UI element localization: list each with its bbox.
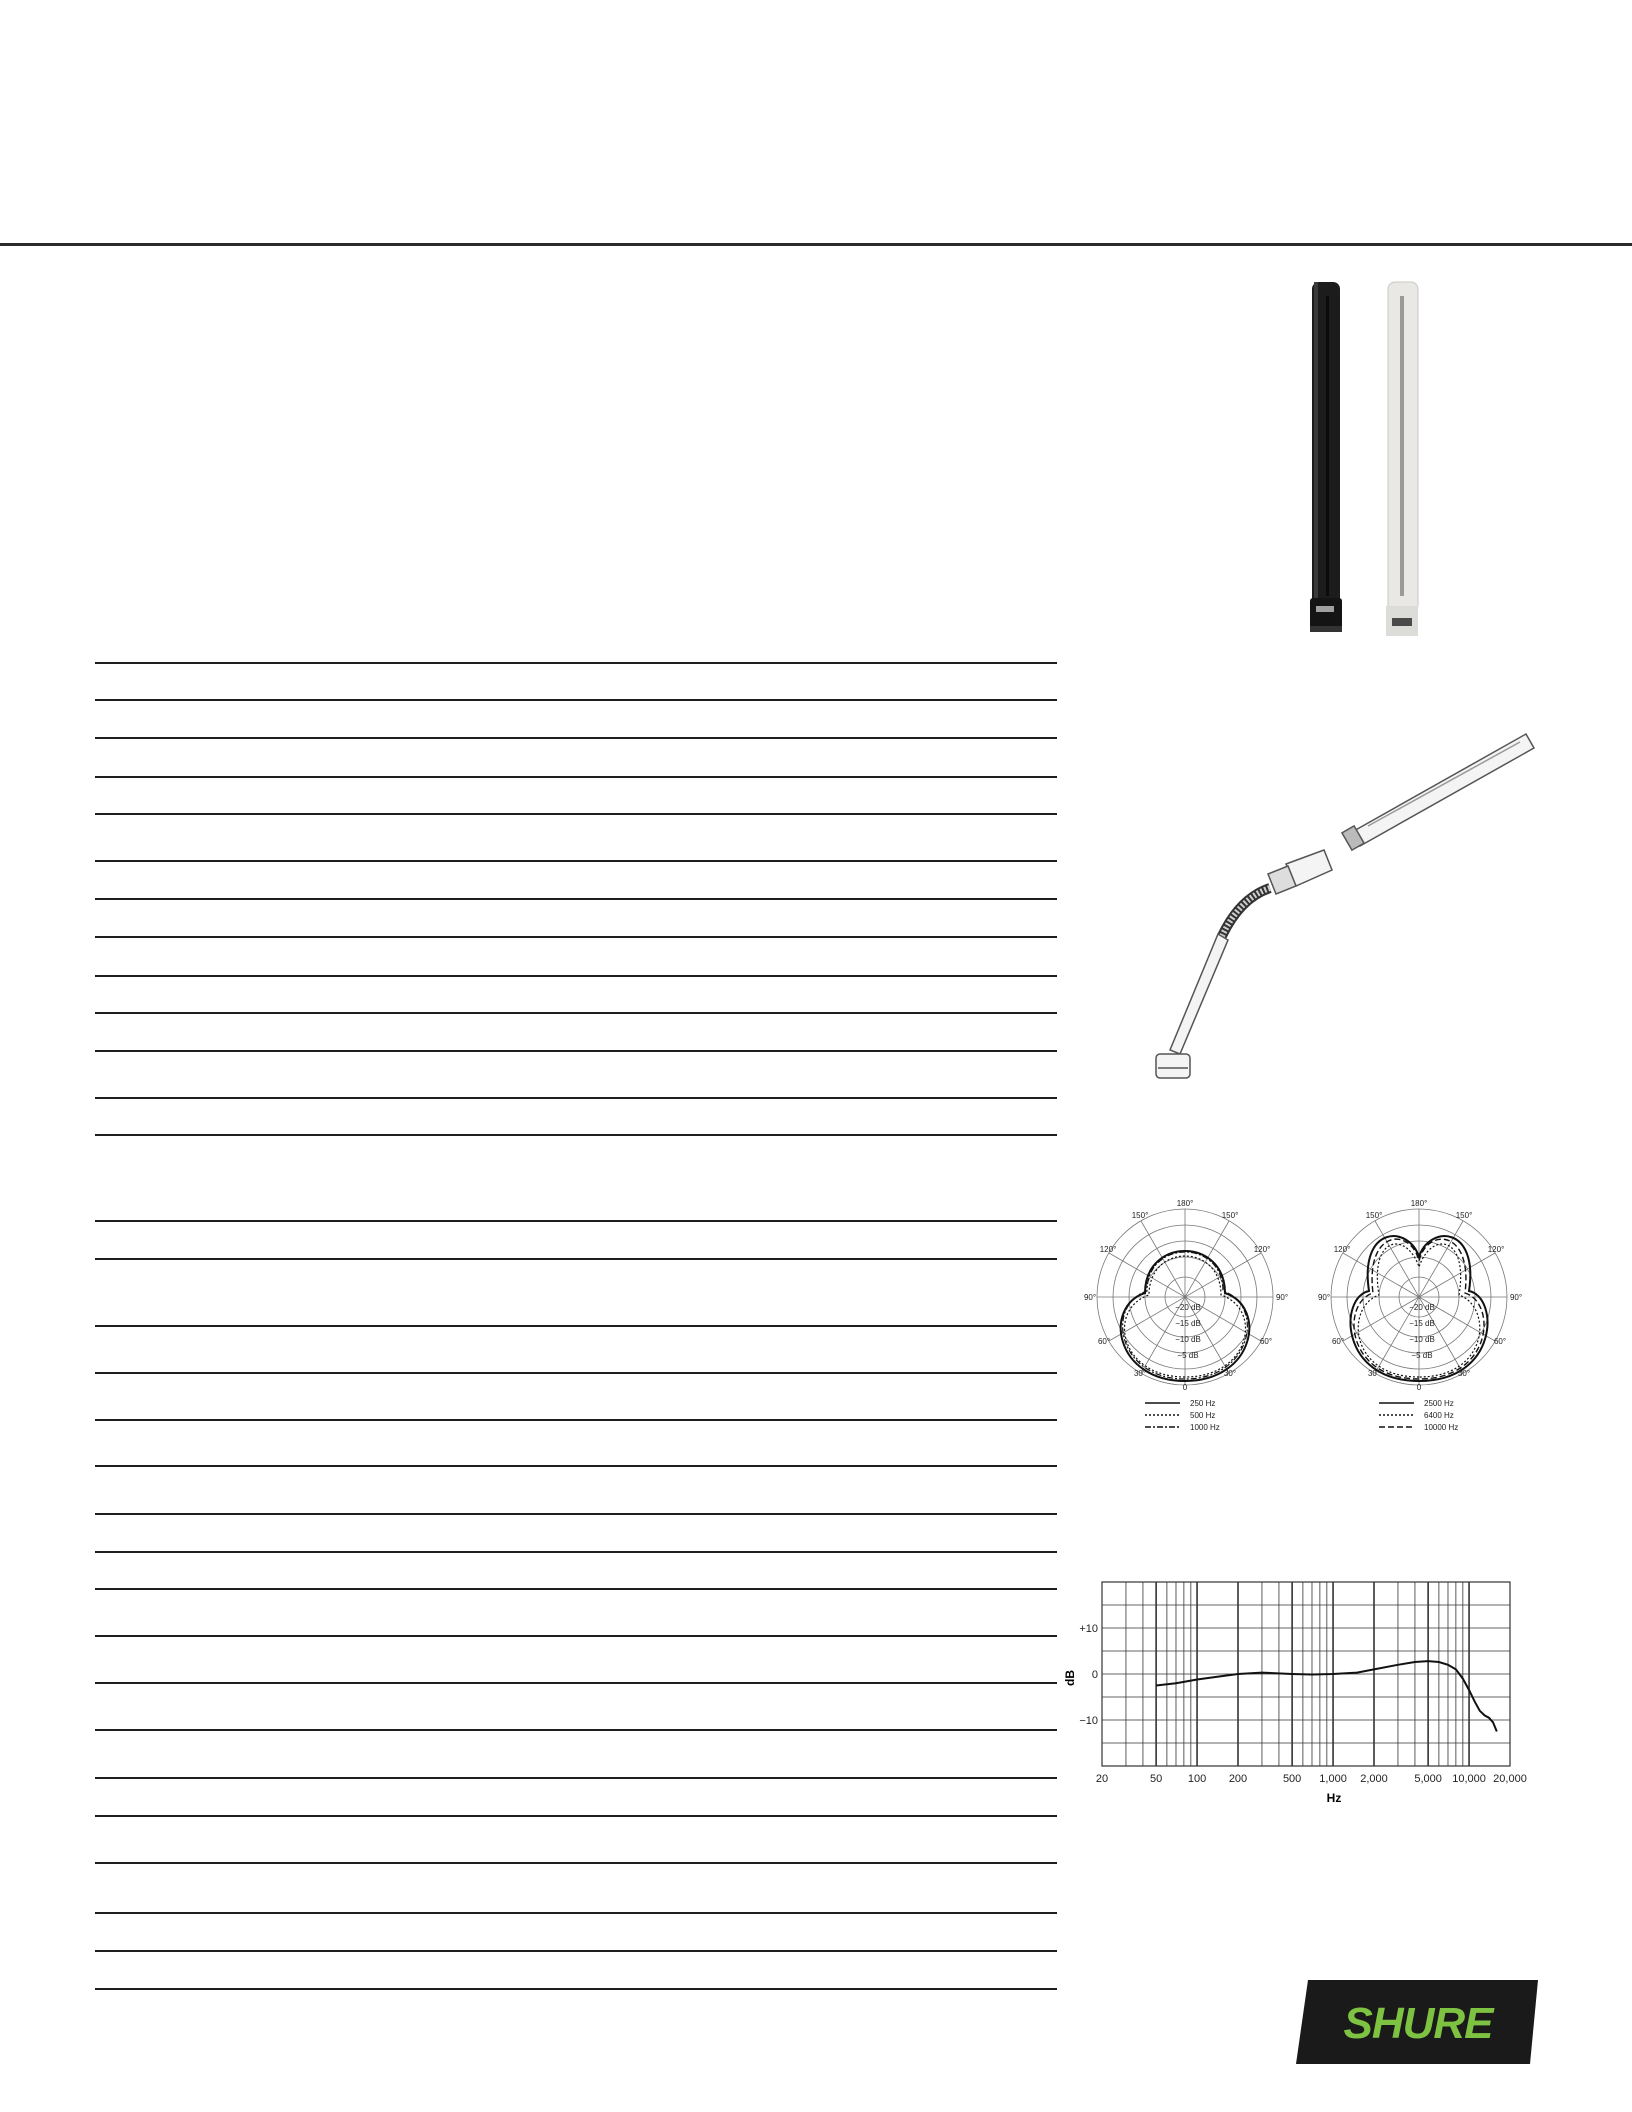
product-photo bbox=[1296, 276, 1426, 642]
table-row-divider bbox=[95, 1134, 1057, 1136]
frequency-response-chart bbox=[1052, 1568, 1552, 1808]
polar1-legend-2: 500 Hz bbox=[1190, 1411, 1216, 1420]
table-row-divider bbox=[95, 1465, 1057, 1467]
polar2-ring-10: −10 dB bbox=[1409, 1335, 1435, 1344]
polar1-angle-30l: 30° bbox=[1133, 1369, 1147, 1378]
polar2-angle-150l: 150° bbox=[1365, 1211, 1383, 1220]
table-row-divider bbox=[95, 975, 1057, 977]
polar1-ring-20: −20 dB bbox=[1175, 1303, 1201, 1312]
polar1-ring-5: −5 dB bbox=[1177, 1351, 1199, 1360]
y-tick-label: +10 bbox=[1079, 1623, 1098, 1635]
x-tick-label: 500 bbox=[1282, 1773, 1302, 1785]
polar2-legend-2: 6400 Hz bbox=[1424, 1411, 1454, 1420]
polar2-angle-30l: 30° bbox=[1367, 1369, 1381, 1378]
polar1-angle-90r: 90° bbox=[1275, 1293, 1289, 1302]
polar1-legend-1: 250 Hz bbox=[1190, 1399, 1216, 1408]
polar1-angle-30r: 30° bbox=[1223, 1369, 1237, 1378]
x-tick-label: 1,000 bbox=[1319, 1773, 1347, 1785]
table-row-divider bbox=[95, 1912, 1057, 1914]
x-tick-label: 100 bbox=[1187, 1773, 1207, 1785]
polar2-angle-0: 0 bbox=[1416, 1383, 1422, 1392]
polar-pattern-high bbox=[1314, 1192, 1534, 1432]
shure-logo bbox=[1296, 1980, 1538, 2064]
table-row-divider bbox=[95, 776, 1057, 778]
table-row-divider bbox=[95, 1988, 1057, 1990]
table-row-divider bbox=[95, 1950, 1057, 1952]
polar2-legend-3: 10000 Hz bbox=[1424, 1423, 1459, 1432]
table-row-divider bbox=[95, 1097, 1057, 1099]
polar2-ring-5: −5 dB bbox=[1411, 1351, 1433, 1360]
polar2-angle-60l: 60° bbox=[1331, 1337, 1345, 1346]
table-row-divider bbox=[95, 1258, 1057, 1260]
white-microphone bbox=[1386, 282, 1418, 636]
x-tick-label: 10,000 bbox=[1452, 1773, 1486, 1785]
polar2-legend-1: 2500 Hz bbox=[1424, 1399, 1454, 1408]
table-row-divider bbox=[95, 699, 1057, 701]
polar2-angle-150r: 150° bbox=[1455, 1211, 1473, 1220]
polar2-angle-180: 180° bbox=[1410, 1199, 1428, 1208]
polar2-angle-90l: 90° bbox=[1317, 1293, 1331, 1302]
polar1-legend-3: 1000 Hz bbox=[1190, 1423, 1220, 1432]
polar-pattern-low bbox=[1080, 1192, 1300, 1432]
table-row-divider bbox=[95, 1220, 1057, 1222]
polar1-angle-150r: 150° bbox=[1221, 1211, 1239, 1220]
table-row-divider bbox=[95, 1372, 1057, 1374]
table-row-divider bbox=[95, 1777, 1057, 1779]
header-divider bbox=[0, 243, 1632, 246]
polar2-angle-90r: 90° bbox=[1509, 1293, 1523, 1302]
y-axis-label: dB bbox=[1063, 1670, 1077, 1686]
x-tick-label: 20,000 bbox=[1493, 1773, 1527, 1785]
table-row-divider bbox=[95, 662, 1057, 664]
polar1-ring-15: −15 dB bbox=[1175, 1319, 1201, 1328]
x-tick-label: 50 bbox=[1149, 1773, 1163, 1785]
table-row-divider bbox=[95, 898, 1057, 900]
table-row-divider bbox=[95, 1729, 1057, 1731]
polar2-ring-20: −20 dB bbox=[1409, 1303, 1435, 1312]
polar1-angle-120l: 120° bbox=[1099, 1245, 1117, 1254]
table-row-divider bbox=[95, 1551, 1057, 1553]
x-tick-label: 200 bbox=[1228, 1773, 1248, 1785]
polar1-angle-150l: 150° bbox=[1131, 1211, 1149, 1220]
table-row-divider bbox=[95, 1862, 1057, 1864]
x-tick-label: 20 bbox=[1095, 1773, 1109, 1785]
y-tick-label: −10 bbox=[1079, 1715, 1098, 1727]
table-row-divider bbox=[95, 860, 1057, 862]
polar1-angle-0: 0 bbox=[1182, 1383, 1188, 1392]
x-tick-label: 2,000 bbox=[1360, 1773, 1388, 1785]
table-row-divider bbox=[95, 1682, 1057, 1684]
shure-logo-text: SHURE bbox=[1343, 1999, 1493, 2048]
polar2-ring-15: −15 dB bbox=[1409, 1319, 1435, 1328]
table-row-divider bbox=[95, 737, 1057, 739]
gooseneck-diagram bbox=[1130, 728, 1540, 1098]
polar2-angle-120l: 120° bbox=[1333, 1245, 1351, 1254]
y-tick-label: 0 bbox=[1091, 1669, 1098, 1681]
x-axis-label: Hz bbox=[1326, 1791, 1342, 1805]
black-microphone bbox=[1310, 282, 1342, 632]
x-tick-label: 5,000 bbox=[1414, 1773, 1442, 1785]
polar1-angle-60r: 60° bbox=[1259, 1337, 1273, 1346]
polar1-angle-90l: 90° bbox=[1083, 1293, 1097, 1302]
table-row-divider bbox=[95, 813, 1057, 815]
table-row-divider bbox=[95, 1635, 1057, 1637]
polar2-angle-120r: 120° bbox=[1487, 1245, 1505, 1254]
table-row-divider bbox=[95, 1419, 1057, 1421]
table-row-divider bbox=[95, 1050, 1057, 1052]
polar2-angle-30r: 30° bbox=[1457, 1369, 1471, 1378]
polar2-angle-60r: 60° bbox=[1493, 1337, 1507, 1346]
table-row-divider bbox=[95, 1513, 1057, 1515]
polar1-angle-180: 180° bbox=[1176, 1199, 1194, 1208]
table-row-divider bbox=[95, 1325, 1057, 1327]
polar1-angle-60l: 60° bbox=[1097, 1337, 1111, 1346]
table-row-divider bbox=[95, 936, 1057, 938]
table-row-divider bbox=[95, 1012, 1057, 1014]
polar1-ring-10: −10 dB bbox=[1175, 1335, 1201, 1344]
table-row-divider bbox=[95, 1815, 1057, 1817]
polar1-angle-120r: 120° bbox=[1253, 1245, 1271, 1254]
table-row-divider bbox=[95, 1588, 1057, 1590]
